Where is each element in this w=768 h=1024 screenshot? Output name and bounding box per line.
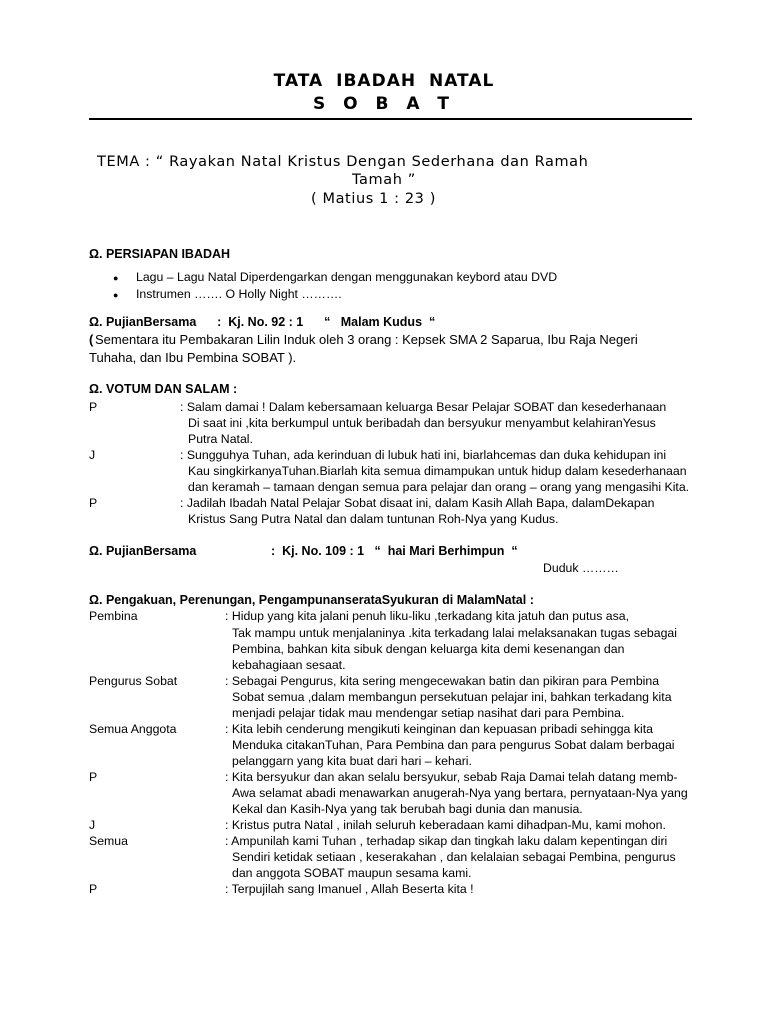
pujian1-note: Sementara itu Pembakaran Lilin Induk oleh 3 orang : Kepsek SMA 2 Saparua, Ibu Raja Negeri	[95, 332, 638, 347]
pujian2-heading: Ω. PujianBersama	[89, 544, 197, 558]
pujian1-note: Tuhaha, dan Ibu Pembina SOBAT ).	[89, 350, 297, 365]
speaker-label: Pembina	[89, 609, 138, 623]
pengakuan-heading: Ω. Pengakuan, Perenungan, PengampunanserataSyukuran di MalamNatal :	[89, 593, 534, 607]
liturgy-line: Menduka citakanTuhan, Para Pembina dan para pengurus Sobat dalam berbagai	[232, 738, 675, 752]
pujian2-song: : Kj. No. 109 : 1 “ hai Mari Berhimpun “	[271, 544, 518, 558]
pujian1-heading: Ω. PujianBersama : Kj. No. 92 : 1 “ Malam Kudus “	[89, 315, 436, 329]
speaker-label: Semua	[89, 834, 128, 848]
liturgy-line: : Sebagai Pengurus, kita sering mengecewakan batin dan pikiran para Pembina	[225, 674, 660, 688]
posture-note: Duduk ………	[543, 561, 619, 575]
liturgy-line: pelanggarn yang kita buat dari hari – kehari.	[232, 754, 472, 768]
liturgy-line: dan anggota SOBAT maupun sesama kami.	[232, 866, 472, 880]
liturgy-line: : Hidup yang kita jalani penuh liku-liku ,terkadang kita jatuh dan putus asa,	[225, 609, 630, 623]
liturgy-line: menjadi pelajar tidak mau mendengar setiap nasihat dari para Pembina.	[232, 706, 625, 720]
document-subtitle: S O B A T	[312, 94, 456, 114]
speaker-label: P	[89, 770, 98, 784]
liturgy-line: : Jadilah Ibadah Natal Pelajar Sobat disaat ini, dalam Kasih Allah Bapa, dalamDekapan	[180, 496, 655, 510]
liturgy-line: kebahagiaan sesaat.	[232, 658, 346, 672]
tema-verse: ( Matius 1 : 23 )	[311, 191, 436, 207]
speaker-label: J	[89, 818, 96, 832]
liturgy-line: Putra Natal.	[188, 432, 253, 446]
liturgy-line: : Kita lebih cenderung mengikuti keinginan dan kepuasan pribadi sehingga kita	[225, 722, 653, 736]
liturgy-line: Sobat semua ,dalam membangun persekutuan pelajar ini, bahkan terkadang kita	[232, 690, 672, 704]
speaker-label: P	[89, 400, 98, 414]
tema-line: TEMA : “ Rayakan Natal Kristus Dengan Sederhana dan Ramah	[97, 154, 589, 170]
speaker-label: P	[89, 882, 98, 896]
title-divider	[89, 118, 692, 120]
liturgy-line: : Terpujilah sang Imanuel , Allah Beserta kita !	[225, 882, 474, 896]
persiapan-item: Instrumen ……. O Holly Night ……….	[136, 287, 342, 301]
persiapan-heading: Ω. PERSIAPAN IBADAH	[89, 247, 231, 261]
liturgy-line: Pembina, bahkan kita sibuk dengan keluarga kita demi kesenangan dan	[232, 642, 625, 656]
liturgy-line: Kristus Sang Putra Natal dan dalam tuntunan Roh-Nya yang Kudus.	[188, 512, 559, 526]
speaker-label: P	[89, 496, 98, 510]
liturgy-line: Kau singkirkanyaTuhan.Biarlah kita semua dimampukan untuk hidup dalam kesederhanaan	[188, 464, 687, 478]
persiapan-item: Lagu – Lagu Natal Diperdengarkan dengan menggunakan keybord atau DVD	[136, 270, 558, 284]
liturgy-line: Sendiri ketidak setiaan , keserakahan , dan kelalaian sebagai Pembina, pengurus	[232, 850, 676, 864]
liturgy-line: dan keramah – tamaan dengan semua para pelajar dan orang – orang yang mengasihi Kita.	[188, 480, 690, 494]
tema-line-continued: Tamah ”	[352, 172, 416, 188]
liturgy-line: Awa selamat abadi menawarkan anugerah-Nya yang bertara, pernyataan-Nya yang	[232, 786, 688, 800]
pujian1-note-bracket: (	[89, 332, 94, 347]
speaker-label: Pengurus Sobat	[89, 674, 178, 688]
liturgy-line: Tak mampu untuk menjalaninya .kita terkadang lalai melaksanakan tugas sebagai	[232, 626, 677, 640]
bullet-icon: ●	[113, 290, 119, 300]
liturgy-line: Kekal dan Kasih-Nya yang tak berubah bagi dunia dan manusia.	[232, 802, 583, 816]
speaker-label: J	[89, 448, 96, 462]
liturgy-line: : Kristus putra Natal , inilah seluruh keberadaan kami dihadpan-Mu, kami mohon.	[225, 818, 666, 832]
liturgy-line: : Sungguhya Tuhan, ada kerinduan di lubuk hati ini, biarlahcemas dan duka kehidupan ini	[180, 448, 667, 462]
liturgy-line: : Ampunilah kami Tuhan , terhadap sikap dan tingkah laku dalam kepentingan diri	[225, 834, 668, 848]
liturgy-line: : Kita bersyukur dan akan selalu bersyukur, sebab Raja Damai telah datang memb-	[225, 770, 678, 784]
votum-heading: Ω. VOTUM DAN SALAM :	[89, 382, 238, 396]
bullet-icon: ●	[113, 273, 119, 283]
liturgy-line: : Salam damai ! Dalam kebersamaan keluarga Besar Pelajar SOBAT dan kesederhanaan	[180, 400, 667, 414]
speaker-label: Semua Anggota	[89, 722, 177, 736]
liturgy-line: Di saat ini ,kita berkumpul untuk beribadah dan bersyukur menyambut kelahiranYesus	[188, 416, 656, 430]
document-title: TATA IBADAH NATAL	[273, 71, 495, 91]
